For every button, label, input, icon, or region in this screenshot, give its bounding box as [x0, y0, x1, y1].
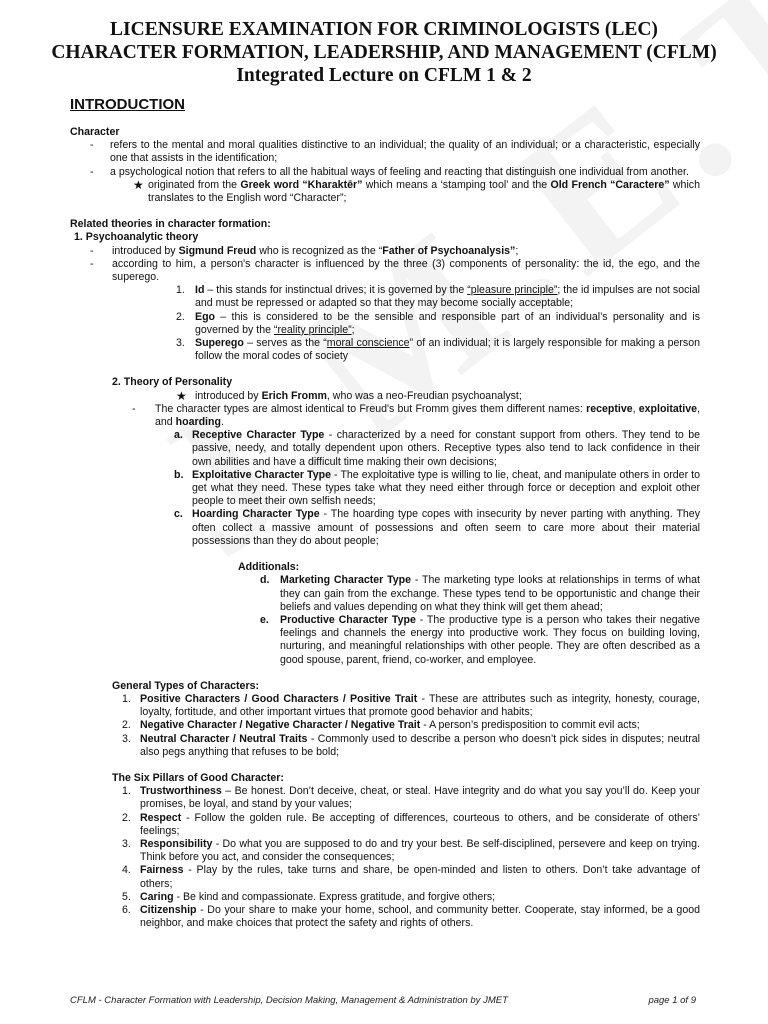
list-item: 1. Trustworthiness – Be honest. Don’t deceive, cheat, or steal. Have integrity and do what you say you’ll do. Keep your promises, be loyal, and stand by your values; — [122, 785, 700, 811]
list-item: 2. Ego – this is considered to be the sensible and responsible part of an individual’s personality and is governed by the “reality principle”; — [176, 310, 700, 336]
header-line-3: Integrated Lecture on CFLM 1 & 2 — [236, 65, 532, 86]
header-line-2: CHARACTER FORMATION, LEADERSHIP, AND MANAGEMENT (CFLM) — [51, 42, 717, 63]
theory-1-heading: 1. Psychoanalytic theory — [74, 231, 199, 244]
general-types-heading: General Types of Characters: — [112, 679, 259, 692]
document-body — [70, 126, 700, 930]
list-item: 1. Id – this stands for instinctual drives; it is governed by the “pleasure principle”; the id impulses are not social and must be repressed or adapted so that they may become socially acceptable; — [176, 284, 701, 310]
section-heading-introduction: INTRODUCTION — [70, 96, 185, 113]
list-item: ★ originated from the Greek word “Kharaktēr” which means a ‘stamping tool’ and the Old French “Caractere” which translates to the English word “Character”; — [133, 177, 700, 205]
list-item: 6. Citizenship - Do your share to make your home, school, and community better. Cooperate, stay informed, be a good neighbor, and make choices that protect the safety and rights of others. — [122, 903, 700, 930]
list-item: a. Receptive Character Type - characterized by a need for constant support from others. They tend to be passive, needy, and totally dependent upon others. Receptive types also tend to lack confidence in their own abilities and have a difficult time making their own decisions; — [174, 429, 700, 468]
list-item: - The character types are almost identical to Freud's but Fromm gives them different names: receptive, exploitative, and hoarding. — [132, 402, 700, 429]
additionals-heading: Additionals: — [238, 561, 300, 574]
list-item: e. Productive Character Type - The productive type is a person who takes their negative feelings and channels the energy into productive work. They focus on building loving, nurturing, and meaningful relationships with other people. They are often described as a good spouse, parent, friend, co-worker, and employee. — [260, 613, 700, 666]
theories-heading: Related theories in character formation: — [70, 218, 271, 231]
list-item: 5. Caring - Be kind and compassionate. Express gratitude, and forgive others; — [122, 890, 496, 903]
list-item: 1. Positive Characters / Good Characters / Positive Trait - These are attributes such as integrity, honesty, courage, loyalty, fortitude, and other important virtues that promote good behavior and habits; — [122, 692, 700, 719]
list-item: ★ introduced by Erich Fromm, who was a neo-Freudian psychoanalyst; — [176, 388, 522, 403]
list-item: 2. Respect - Follow the golden rule. Be accepting of differences, courteous to others, and be considerate of others’ feelings; — [122, 811, 700, 837]
header-line-1: LICENSURE EXAMINATION FOR CRIMINOLOGISTS (LEC) — [110, 19, 658, 40]
footer-text: CFLM - Character Formation with Leadership, Decision Making, Management & Administration by JMET — [70, 995, 508, 1006]
list-item: c. Hoarding Character Type - The hoarding type copes with insecurity by never parting with anything. They often collect a massive amount of possessions and often seem to care more about their material possessions than they do about people; — [174, 508, 700, 547]
list-item: d. Marketing Character Type - The marketing type looks at relationships in terms of what they can gain from the exchange. These types tend to be opportunistic and change their beliefs and values depending on what they think will get them ahead; — [260, 574, 700, 613]
list-item: - introduced by Sigmund Freud who is recognized as the “Father of Psychoanalysis”; — [90, 244, 519, 257]
list-item: 3. Superego – serves as the “moral conscience” of an individual; it is largely responsible for making a person follow the moral codes of society — [176, 337, 700, 363]
six-pillars-heading: The Six Pillars of Good Character: — [112, 771, 284, 784]
list-item: - refers to the mental and moral qualities distinctive to an individual; the quality of an individual; or a characteristic, especially one that assists in the identification; — [90, 139, 700, 165]
list-item: - according to him, a person's character is influenced by the three (3) components of personality: the id, the ego, and the superego. — [90, 257, 700, 284]
page-number: page 1 of 9 — [648, 995, 696, 1006]
list-item: 3. Neutral Character / Neutral Traits - Commonly used to describe a person who doesn’t pick sides in disputes; neutral also pegs anything that refuses to be bold; — [122, 732, 700, 758]
list-item: 3. Responsibility - Do what you are supposed to do and try your best. Be self-disciplined, persevere and keep on trying. Think before you act, and consider the consequences; — [122, 837, 700, 864]
character-heading: Character — [70, 126, 120, 138]
star-icon: ★ — [133, 177, 144, 192]
list-item: - a psychological notion that refers to all the habitual ways of feeling and reacting that distinguish one individual from another. — [90, 165, 689, 178]
list-item: b. Exploitative Character Type - The exploitative type is willing to lie, cheat, and manipulate others in order to get what they need. These types take what they need either through force or deception and exploit other people to meet their own selfish needs; — [174, 468, 700, 508]
star-icon: ★ — [176, 388, 187, 403]
theory-2-heading: 2. Theory of Personality — [112, 376, 233, 389]
document-header — [0, 18, 768, 87]
list-item: 4. Fairness - Play by the rules, take turns and share, be open-minded and listen to others. Don’t take advantage of others; — [122, 864, 700, 890]
page-footer — [70, 995, 696, 1006]
list-item: 2. Negative Character / Negative Character / Negative Trait - A person’s predisposition to commit evil acts; — [122, 719, 640, 732]
